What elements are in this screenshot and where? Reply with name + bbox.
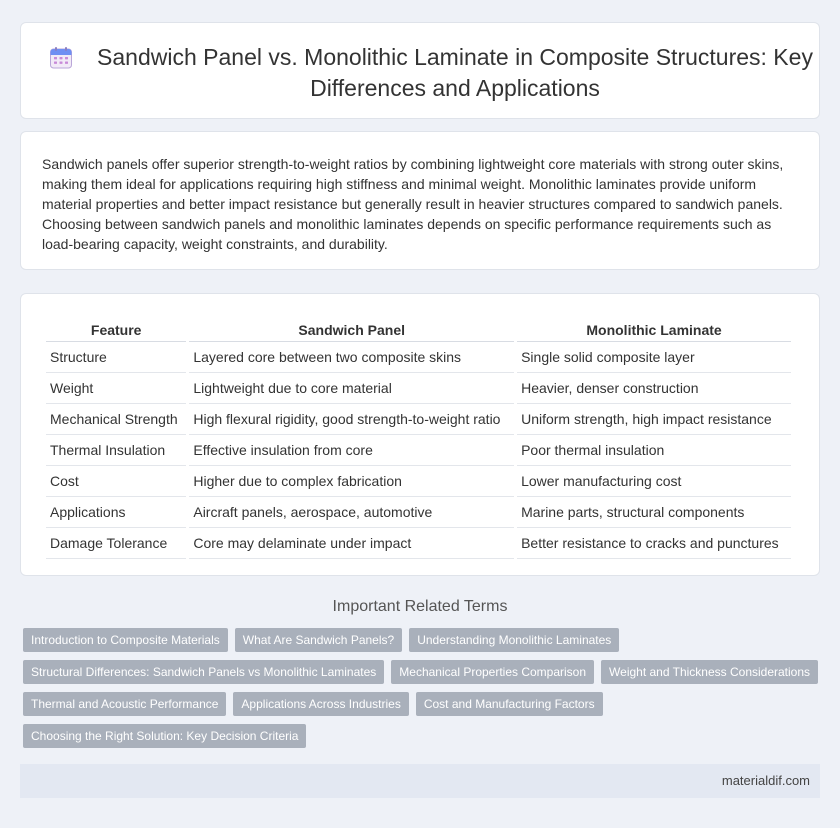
table-row bbox=[46, 466, 791, 497]
summary-card bbox=[20, 131, 820, 270]
related-term-tag[interactable]: Cost and Manufacturing Factors bbox=[416, 692, 603, 716]
table-cell: Uniform strength, high impact resistance bbox=[517, 404, 791, 435]
related-term-tag[interactable]: Applications Across Industries bbox=[233, 692, 408, 716]
table-header-row bbox=[46, 316, 791, 342]
page-title: Sandwich Panel vs. Monolithic Laminate in Composite Structures: Key Differences and Applications bbox=[97, 44, 813, 101]
table-row bbox=[46, 404, 791, 435]
column-header-sandwich-panel: Sandwich Panel bbox=[189, 316, 514, 342]
table-cell: Better resistance to cracks and punctures bbox=[517, 528, 791, 559]
table-cell: Cost bbox=[46, 466, 186, 497]
comparison-table bbox=[43, 316, 794, 559]
related-term-tag[interactable]: Structural Differences: Sandwich Panels vs Monolithic Laminates bbox=[23, 660, 384, 684]
table-cell: Thermal Insulation bbox=[46, 435, 186, 466]
column-header-feature: Feature bbox=[46, 316, 186, 342]
related-terms-heading: Important Related Terms bbox=[332, 598, 508, 615]
table-cell: Damage Tolerance bbox=[46, 528, 186, 559]
related-term-tag[interactable]: What Are Sandwich Panels? bbox=[235, 628, 402, 652]
comparison-card bbox=[20, 293, 820, 576]
table-cell: Applications bbox=[46, 497, 186, 528]
table-cell: Lower manufacturing cost bbox=[517, 466, 791, 497]
table-row bbox=[46, 342, 791, 373]
table-cell: Mechanical Strength bbox=[46, 404, 186, 435]
table-cell: Lightweight due to core material bbox=[189, 373, 514, 404]
related-term-tag[interactable]: Introduction to Composite Materials bbox=[23, 628, 228, 652]
table-cell: Aircraft panels, aerospace, automotive bbox=[189, 497, 514, 528]
related-term-tag[interactable]: Thermal and Acoustic Performance bbox=[23, 692, 226, 716]
table-cell: High flexural rigidity, good strength-to-weight ratio bbox=[189, 404, 514, 435]
related-term-tag[interactable]: Weight and Thickness Considerations bbox=[601, 660, 818, 684]
related-term-tag[interactable]: Understanding Monolithic Laminates bbox=[409, 628, 619, 652]
table-row bbox=[46, 435, 791, 466]
summary-paragraph: Sandwich panels offer superior strength-to-weight ratios by combining lightweight core materials with strong outer skins, making them ideal for applications requiring high stiffness and minimal weight. Monolithic laminates provide uniform material properties and better impact resistance but generally result in heavier structures compared to sandwich panels. Choosing between sandwich panels and monolithic laminates depends on specific performance requirements such as load-bearing capacity, weight constraints, and durability. bbox=[42, 156, 784, 252]
table-row bbox=[46, 497, 791, 528]
column-header-monolithic-laminate: Monolithic Laminate bbox=[517, 316, 791, 342]
related-term-tag[interactable]: Mechanical Properties Comparison bbox=[391, 660, 594, 684]
footer bbox=[20, 764, 820, 798]
table-row bbox=[46, 373, 791, 404]
footer-site-link[interactable]: materialdif.com bbox=[721, 773, 810, 788]
related-term-tag[interactable]: Choosing the Right Solution: Key Decision Criteria bbox=[23, 724, 306, 748]
table-cell: Effective insulation from core bbox=[189, 435, 514, 466]
related-terms-list bbox=[23, 628, 823, 748]
table-cell: Heavier, denser construction bbox=[517, 373, 791, 404]
table-cell: Core may delaminate under impact bbox=[189, 528, 514, 559]
table-cell: Poor thermal insulation bbox=[517, 435, 791, 466]
table-cell: Marine parts, structural components bbox=[517, 497, 791, 528]
table-cell: Weight bbox=[46, 373, 186, 404]
table-row bbox=[46, 528, 791, 559]
table-cell: Layered core between two composite skins bbox=[189, 342, 514, 373]
table-cell: Higher due to complex fabrication bbox=[189, 466, 514, 497]
table-cell: Structure bbox=[46, 342, 186, 373]
table-cell: Single solid composite layer bbox=[517, 342, 791, 373]
